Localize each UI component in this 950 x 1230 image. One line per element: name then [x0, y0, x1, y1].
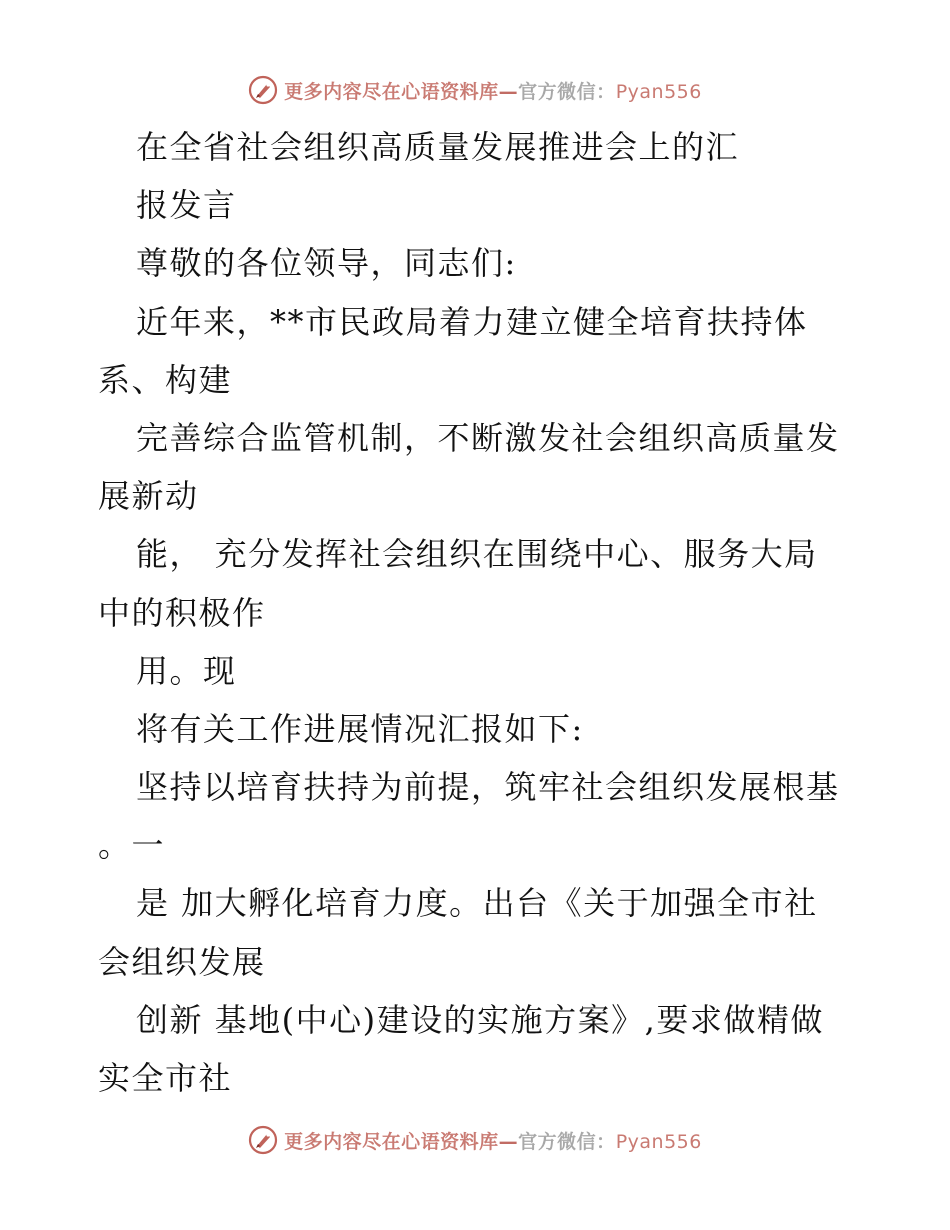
watermark-wechat-label: 官方微信：	[518, 1130, 616, 1153]
watermark-text	[284, 77, 702, 104]
watermark-header	[0, 72, 950, 108]
doc-paragraph-line: 实全市社	[98, 1059, 233, 1097]
watermark-dash: —	[498, 1130, 519, 1153]
document-body	[98, 118, 858, 1107]
doc-paragraph-line: 创新 基地(中心)建设的实施方案》,要求做精做	[136, 1000, 824, 1039]
pen-nib-logo-icon	[248, 75, 278, 105]
watermark-main-text: 更多内容尽在心语资料库	[284, 80, 499, 103]
doc-paragraph-line: 展新动	[98, 477, 199, 516]
doc-paragraph-line: 能， 充分发挥社会组织在围绕中心、服务大局	[136, 535, 818, 574]
watermark-wechat-id: Pyan556	[615, 80, 702, 103]
watermark-footer	[0, 1122, 950, 1158]
doc-paragraph-line: 用。现	[136, 651, 237, 690]
doc-paragraph-line: 会组织发展	[98, 942, 266, 981]
doc-paragraph-line: 系、构建	[98, 360, 233, 399]
doc-paragraph-line: 将有关工作进展情况汇报如下:	[136, 709, 584, 748]
doc-title-line-1: 在全省社会组织高质量发展推进会上的汇	[136, 128, 740, 166]
pen-nib-logo-icon	[248, 1125, 278, 1155]
doc-salutation: 尊敬的各位领导，同志们:	[136, 244, 517, 283]
watermark-wechat-id: Pyan556	[615, 1130, 702, 1153]
doc-paragraph-line: 完善综合监管机制，不断激发社会组织高质量发	[136, 418, 840, 457]
doc-title-line-2: 报发言	[136, 186, 237, 225]
doc-paragraph-line: 。一	[98, 826, 166, 865]
watermark-text	[284, 1127, 702, 1154]
doc-paragraph-line: 坚持以培育扶持为前提，筑牢社会组织发展根基	[136, 768, 840, 807]
doc-paragraph-line: 中的积极作	[98, 593, 266, 632]
doc-paragraph-line: 近年来，**市民政局着力建立健全培育扶持体	[136, 302, 808, 341]
doc-paragraph-line: 是 加大孵化培育力度。出台《关于加强全市社	[136, 884, 818, 923]
watermark-main-text: 更多内容尽在心语资料库	[284, 1130, 499, 1153]
watermark-dash: —	[498, 80, 519, 103]
watermark-wechat-label: 官方微信：	[518, 80, 616, 103]
